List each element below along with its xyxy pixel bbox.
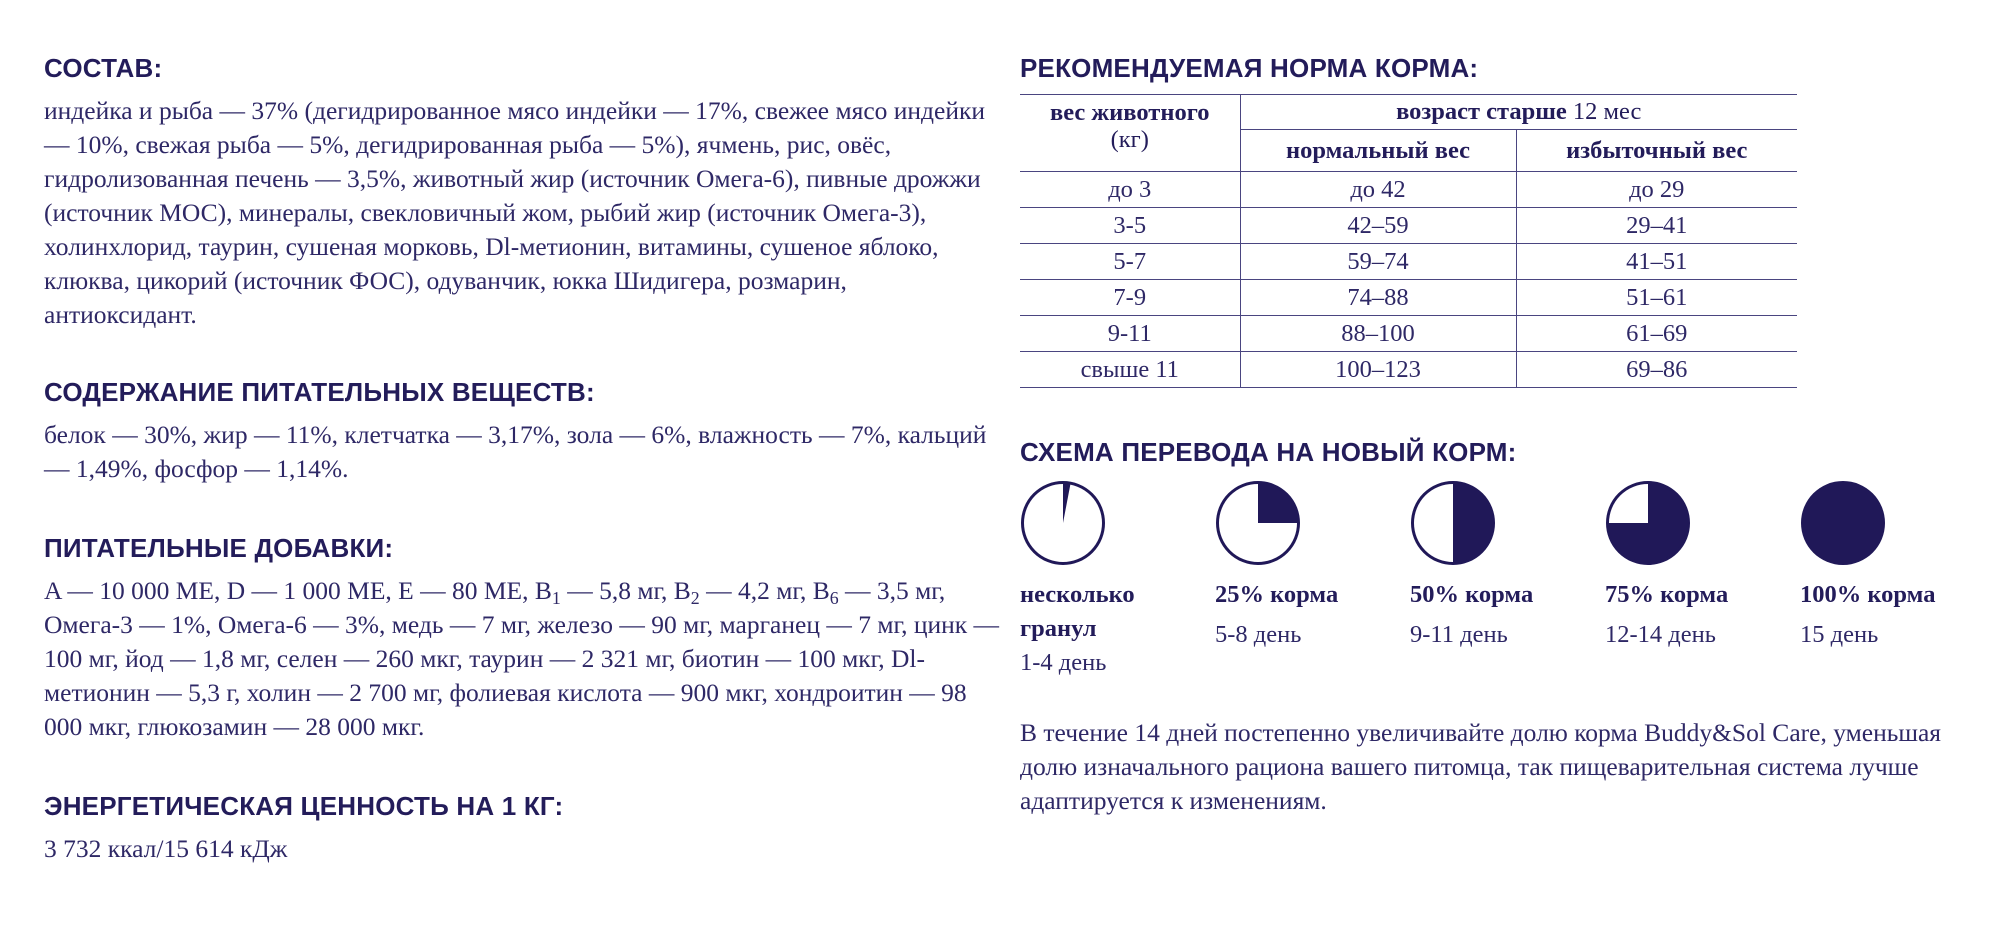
step-days: 15 день xyxy=(1800,621,1879,648)
step-title: 25% корма xyxy=(1215,581,1339,608)
nutrients-text: белок — 30%, жир — 11%, клетчатка — 3,17%, зола — 6%, влажность — 7%, кальций — 1,49%, фосфор — 1,14%. xyxy=(44,420,987,483)
cell-overweight: 41–51 xyxy=(1516,244,1797,280)
energy-heading: ЭНЕРГЕТИЧЕСКАЯ ЦЕННОСТЬ НА 1 КГ: xyxy=(44,791,564,821)
feeding-section xyxy=(1020,52,1980,388)
additives-text-part: — 3,5 мг, Омега-3 — 1%, Омега-6 — 3%, медь — 7 мг, железо — 90 мг, марганец — 7 мг, цинк — 100 мг, йод — 1,8 мг, селен — 260 мкг, таурин — 2 321 мг, биотин — 100 мкг, Dl-метионин — 5,3 г, холин — 2 700 мг, фолиевая кислота — 900 мкг, хондроитин — 98 000 мкг, глюкозамин — 28 000 мкг. xyxy=(44,576,1000,741)
table-row xyxy=(1020,244,1797,280)
weight-unit: (кг) xyxy=(1110,126,1149,153)
step-title: несколько гранул xyxy=(1020,581,1135,642)
table-row xyxy=(1020,316,1797,352)
cell-overweight: 69–86 xyxy=(1516,352,1797,388)
cell-normal: 59–74 xyxy=(1240,244,1516,280)
pie-75-percent-icon xyxy=(1605,480,1691,566)
step-title: 50% корма xyxy=(1410,581,1534,608)
additives-text-part: — 4,2 мг, B xyxy=(699,576,830,605)
weight-label: вес животного xyxy=(1050,99,1210,126)
vitamin-subscript: 1 xyxy=(551,587,561,608)
transition-step xyxy=(1605,480,1800,680)
normal-weight-header: нормальный вес xyxy=(1240,130,1516,172)
table-row xyxy=(1020,352,1797,388)
step-days: 9-11 день xyxy=(1410,621,1508,648)
cell-weight: 7-9 xyxy=(1020,280,1240,316)
nutrients-section xyxy=(44,376,1004,486)
transition-step xyxy=(1800,480,1995,680)
cell-weight: 3-5 xyxy=(1020,208,1240,244)
transition-section xyxy=(1020,436,1980,818)
step-days: 12-14 день xyxy=(1605,621,1716,648)
right-column xyxy=(1020,52,1980,818)
age-group-header xyxy=(1240,95,1797,130)
overweight-header: избыточный вес xyxy=(1516,130,1797,172)
cell-normal: 88–100 xyxy=(1240,316,1516,352)
cell-weight: свыше 11 xyxy=(1020,352,1240,388)
cell-weight: 9-11 xyxy=(1020,316,1240,352)
table-row xyxy=(1020,208,1797,244)
cell-weight: до 3 xyxy=(1020,172,1240,208)
step-title: 75% корма xyxy=(1605,581,1729,608)
additives-text xyxy=(44,574,1004,744)
transition-heading: СХЕМА ПЕРЕВОДА НА НОВЫЙ КОРМ: xyxy=(1020,437,1517,467)
feeding-table xyxy=(1020,94,1797,388)
cell-overweight: 29–41 xyxy=(1516,208,1797,244)
cell-overweight: 61–69 xyxy=(1516,316,1797,352)
left-column xyxy=(44,52,1004,866)
cell-normal: 74–88 xyxy=(1240,280,1516,316)
nutrients-heading: СОДЕРЖАНИЕ ПИТАТЕЛЬНЫХ ВЕЩЕСТВ: xyxy=(44,377,595,407)
weight-column-header xyxy=(1020,95,1240,172)
age-label: возраст старше xyxy=(1396,98,1567,125)
feeding-heading: РЕКОМЕНДУЕМАЯ НОРМА КОРМА: xyxy=(1020,53,1479,83)
pie-few-granules-icon xyxy=(1020,480,1106,566)
table-row xyxy=(1020,172,1797,208)
transition-step xyxy=(1410,480,1605,680)
composition-heading: СОСТАВ: xyxy=(44,53,163,83)
composition-text: индейка и рыба — 37% (дегидрированное мясо индейки — 17%, свежее мясо индейки — 10%, свежая рыба — 5%, дегидрированная рыба — 5%), ячмень, рис, овёс, гидролизованная печень — 3,5%, животный жир (источник Омега-6), пивные дрожжи (источник МОС), минералы, свекловичный жом, рыбий жир (источник Омега-3), холинхлорид, таурин, сушеная морковь, Dl-метионин, витамины, сушеное яблоко, клюква, цикорий (источник ФОС), одуванчик, юкка Шидигера, розмарин, антиоксидант. xyxy=(44,96,986,329)
cell-normal: 100–123 xyxy=(1240,352,1516,388)
step-title: 100% корма xyxy=(1800,581,1936,608)
cell-normal: 42–59 xyxy=(1240,208,1516,244)
transition-steps xyxy=(1020,480,1980,680)
pie-25-percent-icon xyxy=(1215,480,1301,566)
energy-section xyxy=(44,790,1004,866)
additives-heading: ПИТАТЕЛЬНЫЕ ДОБАВКИ: xyxy=(44,533,394,563)
pie-50-percent-icon xyxy=(1410,480,1496,566)
transition-note: В течение 14 дней постепенно увеличивайте долю корма Buddy&Sol Care, уменьшая долю изначального рациона вашего питомца, так пищеварительная система лучше адаптируется к изменениям. xyxy=(1020,718,1942,815)
cell-overweight: до 29 xyxy=(1516,172,1797,208)
age-value: 12 мес xyxy=(1566,98,1642,125)
vitamin-subscript: 2 xyxy=(690,587,700,608)
table-row xyxy=(1020,280,1797,316)
additives-text-part: A — 10 000 ME, D — 1 000 ME, E — 80 ME, B xyxy=(44,576,552,605)
energy-text: 3 732 ккал/15 614 кДж xyxy=(44,834,288,863)
cell-overweight: 51–61 xyxy=(1516,280,1797,316)
cell-weight: 5-7 xyxy=(1020,244,1240,280)
vitamin-subscript: 6 xyxy=(829,587,839,608)
transition-step xyxy=(1215,480,1410,680)
step-days: 1-4 день xyxy=(1020,649,1107,676)
pie-100-percent-icon xyxy=(1800,480,1886,566)
transition-step xyxy=(1020,480,1215,680)
additives-section xyxy=(44,532,1004,744)
additives-text-part: — 5,8 мг, B xyxy=(560,576,691,605)
cell-normal: до 42 xyxy=(1240,172,1516,208)
step-days: 5-8 день xyxy=(1215,621,1302,648)
composition-section xyxy=(44,52,1004,332)
